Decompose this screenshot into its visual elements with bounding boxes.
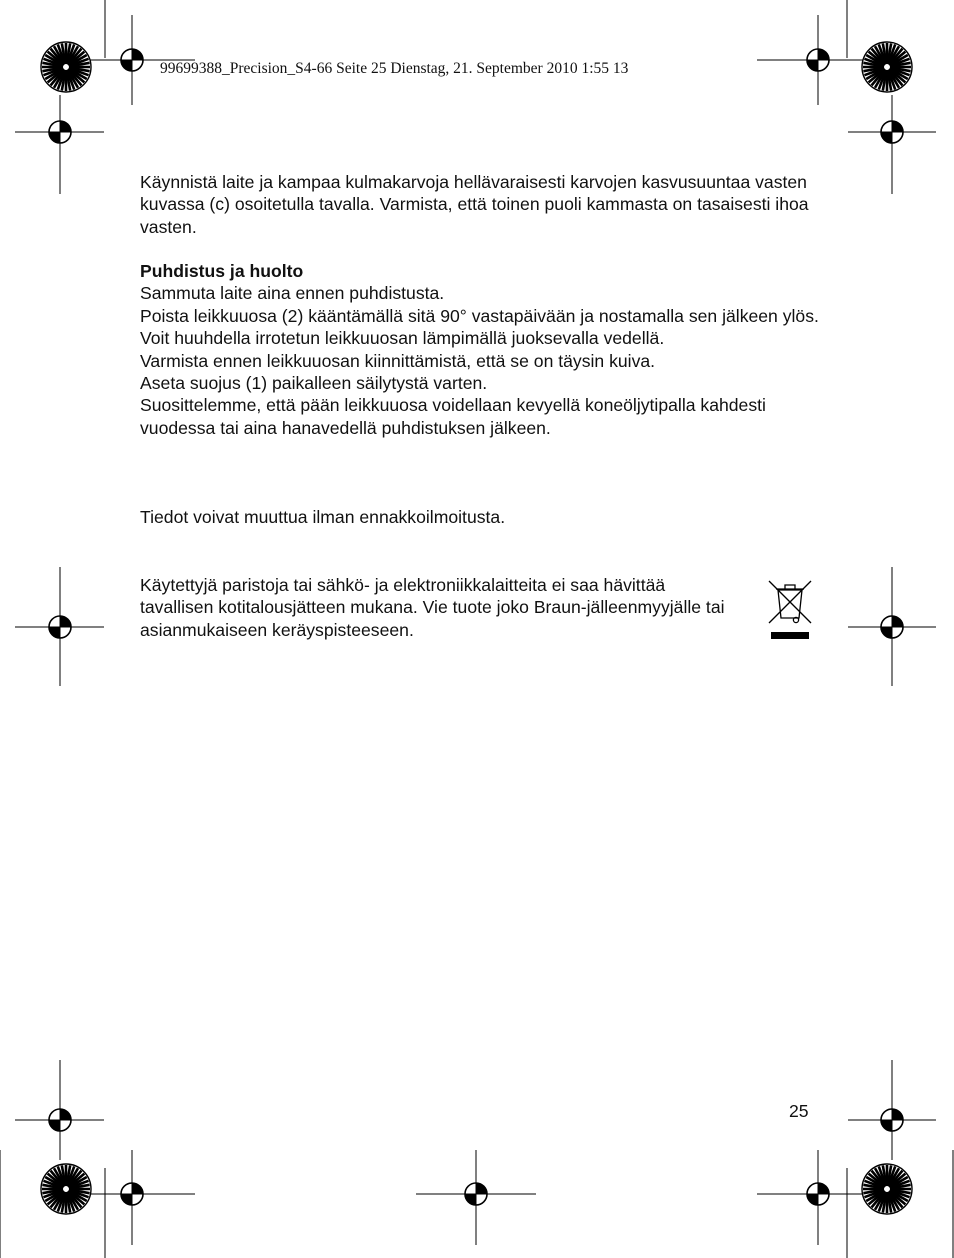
crossed-out-wheelie-bin-icon (766, 578, 814, 642)
cleaning-line: Sammuta laite aina ennen puhdistusta. (140, 283, 445, 304)
print-slug: 99699388_Precision_S4-66 Seite 25 Dienstag, 21. September 2010 1:55 13 (160, 60, 629, 77)
cleaning-section (140, 260, 820, 439)
cleaning-line: Varmista ennen leikkuuosan kiinnittämistä, että se on täysin kuiva. (140, 350, 656, 371)
cleaning-line: Voit huuhdella irrotetun leikkuuosan lämpimällä juoksevalla vedellä. (140, 328, 665, 349)
cleaning-line: Poista leikkuuosa (2) kääntämällä sitä 90° vastapäivään ja nostamalla sen jälkeen ylös. (140, 305, 819, 326)
cleaning-line: Suosittelemme, että pään leikkuuosa voidellaan kevyellä koneöljytipalla kahdesti vuodessa tai aina hanavedellä puhdistuksen jälkeen. (140, 395, 766, 438)
page-number: 25 (789, 1101, 809, 1121)
disposal-paragraph: Käytettyjä paristoja tai sähkö- ja elektroniikkalaitteita ei saa hävittää tavallisen kotitalousjätteen mukana. Vie tuote joko Braun-jälleenmyyjälle tai asianmukaiseen keräyspisteeseen. (140, 575, 725, 640)
change-notice: Tiedot voivat muuttua ilman ennakkoilmoitusta. (140, 507, 506, 527)
intro-paragraph: Käynnistä laite ja kampaa kulmakarvoja hellävaraisesti karvojen kasvusuuntaa vasten kuvassa (c) osoitetulla tavalla. Varmista, että toinen puoli kammasta on tasaisesti ihoa vasten. (140, 172, 809, 237)
cleaning-heading: Puhdistus ja huolto (140, 261, 304, 281)
cleaning-line: Aseta suojus (1) paikalleen säilytystä varten. (140, 373, 488, 394)
